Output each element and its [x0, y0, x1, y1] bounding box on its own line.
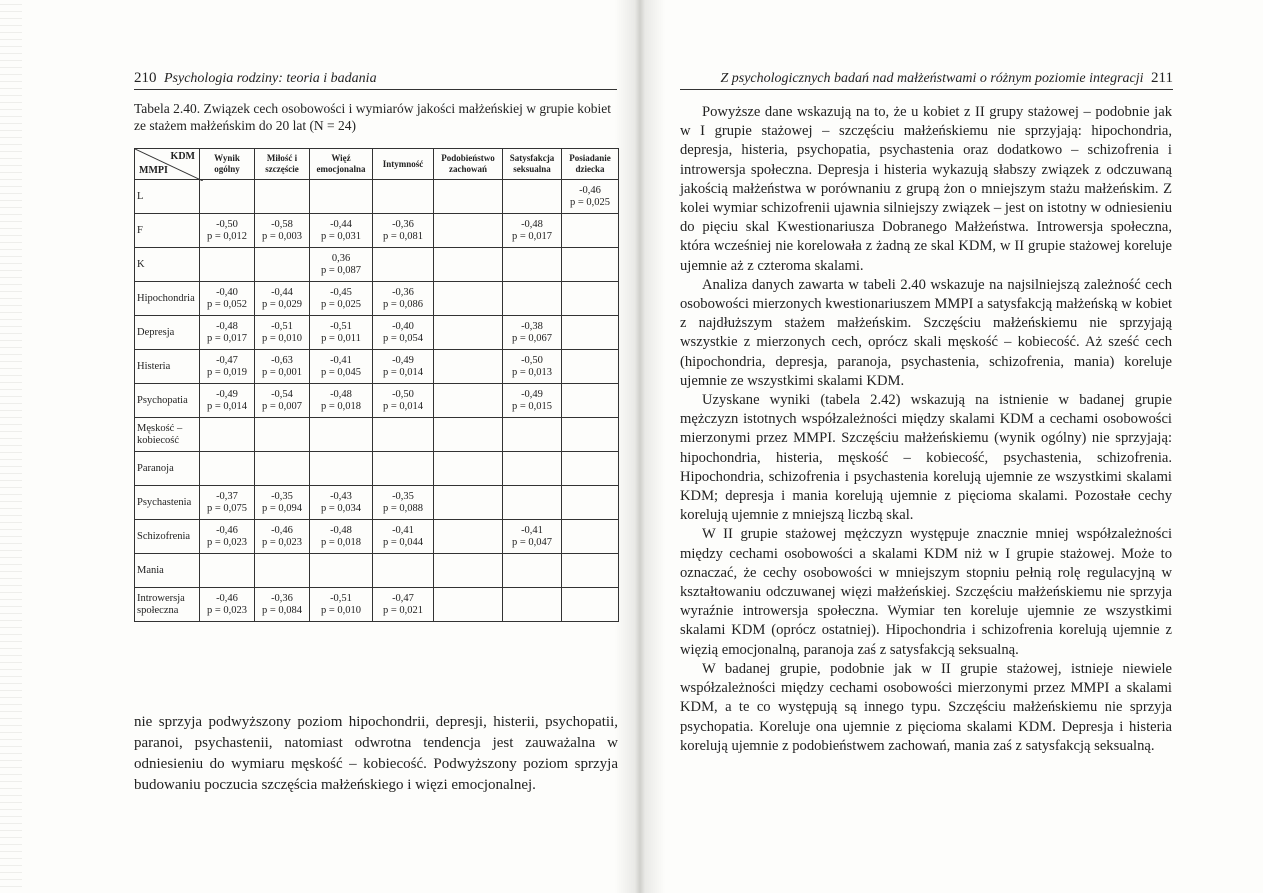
- table-cell: [503, 588, 562, 622]
- table-cell: [503, 520, 562, 554]
- table-cell: [255, 452, 310, 486]
- p-value: p = 0,023: [261, 536, 303, 548]
- table-cell: [503, 384, 562, 418]
- p-value: p = 0,017: [511, 230, 553, 242]
- correlation-value: -0,43: [330, 490, 352, 502]
- correlation-value: -0,36: [271, 592, 293, 604]
- p-value: p = 0,075: [206, 502, 248, 514]
- correlation-value: -0,37: [216, 490, 238, 502]
- p-value: p = 0,017: [206, 332, 248, 344]
- table-cell: [255, 486, 310, 520]
- p-value: p = 0,086: [382, 298, 424, 310]
- table-cell: [255, 350, 310, 384]
- column-header: Posiadanie dziecka: [562, 149, 619, 180]
- table-row: [135, 452, 619, 486]
- table-cell: [562, 180, 619, 214]
- table-row: [135, 282, 619, 316]
- column-header: Satysfakcja seksualna: [503, 149, 562, 180]
- table-cell: [434, 350, 503, 384]
- table-cell: [434, 452, 503, 486]
- table-cell: [562, 248, 619, 282]
- corner-kdm-label: KDM: [170, 151, 195, 162]
- correlation-value: -0,48: [330, 388, 352, 400]
- table-cell: [200, 350, 255, 384]
- table-cell: [503, 214, 562, 248]
- table-cell: [373, 452, 434, 486]
- correlation-value: -0,40: [392, 320, 414, 332]
- table-cell: [373, 248, 434, 282]
- table-cell: [255, 282, 310, 316]
- correlation-value: -0,45: [330, 286, 352, 298]
- correlation-value: -0,47: [392, 592, 414, 604]
- table-cell: [562, 554, 619, 588]
- p-value: p = 0,025: [320, 298, 362, 310]
- correlation-value: -0,51: [271, 320, 293, 332]
- row-label: Męskość – kobiecość: [135, 418, 200, 452]
- correlation-value: -0,41: [521, 524, 543, 536]
- correlation-value: -0,35: [392, 490, 414, 502]
- p-value: p = 0,023: [206, 604, 248, 616]
- correlation-value: -0,46: [579, 184, 601, 196]
- p-value: p = 0,081: [382, 230, 424, 242]
- paragraph: W badanej grupie, podobnie jak w II grupie stażowej, istnieje niewiele współzależności między cechami osobowości mierzonymi przez MMPI a skalami KDM, a te co występują są innego typu. Szczęściu małżeńskiemu nie sprzyja psychopatia. Koreluje ona ujemnie z pięcioma skalami KDM. Depresja i histeria korelują ujemnie z podobieństwem zachowań, mania zaś z satysfakcją seksualną.: [680, 660, 1172, 754]
- table-body: [135, 180, 619, 622]
- table-cell: [200, 588, 255, 622]
- table-cell: [310, 384, 373, 418]
- table-cell: [434, 520, 503, 554]
- p-value: p = 0,054: [382, 332, 424, 344]
- table-cell: [373, 282, 434, 316]
- p-value: p = 0,067: [511, 332, 553, 344]
- p-value: p = 0,044: [382, 536, 424, 548]
- correlation-value: -0,36: [392, 218, 414, 230]
- p-value: p = 0,015: [511, 400, 553, 412]
- correlation-value: -0,50: [216, 218, 238, 230]
- table-cell: [562, 486, 619, 520]
- table-cell: [255, 554, 310, 588]
- table-cell: [373, 384, 434, 418]
- table-cell: [310, 248, 373, 282]
- table-cell: [255, 588, 310, 622]
- table-row: [135, 418, 619, 452]
- table-cell: [503, 418, 562, 452]
- p-value: p = 0,001: [261, 366, 303, 378]
- table-cell: [434, 418, 503, 452]
- left-running-header: [134, 70, 617, 90]
- table-cell: [310, 520, 373, 554]
- table-cell: [562, 452, 619, 486]
- p-value: p = 0,025: [569, 196, 611, 208]
- p-value: p = 0,023: [206, 536, 248, 548]
- table-cell: [562, 384, 619, 418]
- table-cell: [310, 316, 373, 350]
- correlation-value: -0,49: [216, 388, 238, 400]
- p-value: p = 0,084: [261, 604, 303, 616]
- table-cell: [503, 350, 562, 384]
- correlation-value: -0,54: [271, 388, 293, 400]
- table-cell: [255, 418, 310, 452]
- correlation-value: -0,46: [216, 592, 238, 604]
- table-cell: [200, 384, 255, 418]
- table-cell: [310, 418, 373, 452]
- p-value: p = 0,018: [320, 400, 362, 412]
- table-cell: [503, 248, 562, 282]
- table-cell: [434, 214, 503, 248]
- p-value: p = 0,003: [261, 230, 303, 242]
- column-header: Intymność: [373, 149, 434, 180]
- row-label: Histeria: [135, 350, 200, 384]
- correlation-value: -0,51: [330, 320, 352, 332]
- table-cell: [434, 248, 503, 282]
- p-value: p = 0,031: [320, 230, 362, 242]
- correlation-value: -0,48: [330, 524, 352, 536]
- correlation-value: -0,35: [271, 490, 293, 502]
- table-cell: [310, 452, 373, 486]
- table-cell: [310, 350, 373, 384]
- p-value: p = 0,088: [382, 502, 424, 514]
- table-cell: [255, 180, 310, 214]
- p-value: p = 0,011: [321, 332, 361, 344]
- table-cell: [562, 316, 619, 350]
- table-row: [135, 180, 619, 214]
- paragraph: Analiza danych zawarta w tabeli 2.40 wskazuje na najsilniejszą zależność cech osobowości mierzonych kwestionariuszem MMPI a satysfakcją małżeńską w kobiet z najdłuższym stażem małżeńskim. Szczęściu małżeńskiemu nie sprzyjają wszystkie z mierzonych cech, oprócz skali męskość – kobiecość. Aż sześć cech (hipochondria, depresja, paranoja, psychastenia, schizofrenia, mania) koreluje ujemnie ze wszystkimi skalami KDM.: [680, 276, 1172, 389]
- p-value: p = 0,034: [320, 502, 362, 514]
- correlation-value: -0,41: [330, 354, 352, 366]
- table-cell: [434, 180, 503, 214]
- table-cell: [434, 282, 503, 316]
- table-row: [135, 384, 619, 418]
- correlation-value: -0,46: [216, 524, 238, 536]
- p-value: p = 0,087: [320, 264, 362, 276]
- table-cell: [310, 282, 373, 316]
- table-cell: [503, 282, 562, 316]
- p-value: p = 0,010: [320, 604, 362, 616]
- row-label: Depresja: [135, 316, 200, 350]
- p-value: p = 0,014: [382, 366, 424, 378]
- table-cell: [310, 554, 373, 588]
- p-value: p = 0,094: [261, 502, 303, 514]
- table-row: [135, 486, 619, 520]
- table-cell: [255, 316, 310, 350]
- right-running-header: [680, 70, 1173, 90]
- left-bottom-paragraph: nie sprzyja podwyższony poziom hipochondrii, depresji, histerii, psychopatii, paranoi, psychastenii, natomiast odwrotna tendencja jest zauważalna w odniesieniu do wymiaru męskość – kobiecość. Podwyższony poziom sprzyja budowaniu poczucia szczęścia małżeńskiego i więzi emocjonalnej.: [134, 714, 618, 793]
- table-cell: [200, 316, 255, 350]
- table-row: [135, 316, 619, 350]
- correlation-value: -0,51: [330, 592, 352, 604]
- p-value: p = 0,012: [206, 230, 248, 242]
- p-value: p = 0,021: [382, 604, 424, 616]
- table-cell: [434, 384, 503, 418]
- correlation-value: -0,49: [392, 354, 414, 366]
- table-cell: [373, 554, 434, 588]
- page-number-right: 211: [1151, 70, 1173, 86]
- row-label: L: [135, 180, 200, 214]
- table-cell: [200, 486, 255, 520]
- table-row: [135, 520, 619, 554]
- correlation-value: -0,48: [216, 320, 238, 332]
- corner-cell: [135, 149, 200, 180]
- paragraph: Uzyskane wyniki (tabela 2.42) wskazują na istnienie w badanej grupie mężczyzn istotnych współzależności między skalami KDM a cechami osobowości mierzonymi przez MMPI. Szczęściu małżeńskiemu (wynik ogólny) nie sprzyjają: hipochondria, histeria, męskość – kobiecość, psychastenia, schizofrenia. Hipochondria, schizofrenia i psychastenia korelują ujemnie ze wszystkimi skalami KDM; depresja i mania korelują ujemnie z pięcioma skalami. Pozostałe cechy korelują ujemnie z mniejszą liczbą skal.: [680, 392, 1172, 524]
- table-cell: [255, 384, 310, 418]
- correlation-value: -0,46: [271, 524, 293, 536]
- table-cell: [373, 350, 434, 384]
- column-header: Miłość i szczęście: [255, 149, 310, 180]
- table-cell: [562, 520, 619, 554]
- row-label: Introwersja społeczna: [135, 588, 200, 622]
- correlation-value: -0,48: [521, 218, 543, 230]
- table-cell: [200, 180, 255, 214]
- table-cell: [562, 418, 619, 452]
- p-value: p = 0,019: [206, 366, 248, 378]
- table-cell: [200, 214, 255, 248]
- correlation-value: -0,58: [271, 218, 293, 230]
- p-value: p = 0,007: [261, 400, 303, 412]
- table-caption: Tabela 2.40. Związek cech osobowości i wymiarów jakości małżeńskiej w grupie kobiet ze stażem małżeńskim do 20 lat (N = 24): [134, 101, 612, 133]
- p-value: p = 0,018: [320, 536, 362, 548]
- table-cell: [373, 486, 434, 520]
- correlation-value: -0,38: [521, 320, 543, 332]
- table-cell: [200, 418, 255, 452]
- table-cell: [310, 588, 373, 622]
- correlation-value: -0,36: [392, 286, 414, 298]
- correlation-value: -0,44: [330, 218, 352, 230]
- table-row: [135, 248, 619, 282]
- correlation-value: 0,36: [331, 252, 351, 264]
- table-cell: [200, 248, 255, 282]
- p-value: p = 0,045: [320, 366, 362, 378]
- table-cell: [562, 214, 619, 248]
- row-label: Schizofrenia: [135, 520, 200, 554]
- corner-mmpi-label: MMPI: [139, 165, 168, 176]
- table-cell: [373, 418, 434, 452]
- table-cell: [503, 180, 562, 214]
- table-cell: [434, 588, 503, 622]
- correlation-value: -0,40: [216, 286, 238, 298]
- correlation-value: -0,44: [271, 286, 293, 298]
- p-value: p = 0,052: [206, 298, 248, 310]
- p-value: p = 0,029: [261, 298, 303, 310]
- p-value: p = 0,010: [261, 332, 303, 344]
- table-cell: [310, 214, 373, 248]
- table-cell: [310, 180, 373, 214]
- table-cell: [373, 316, 434, 350]
- table-row: [135, 214, 619, 248]
- row-label: Paranoja: [135, 452, 200, 486]
- correlation-value: -0,49: [521, 388, 543, 400]
- table-cell: [434, 486, 503, 520]
- correlation-value: -0,47: [216, 354, 238, 366]
- row-label: F: [135, 214, 200, 248]
- table-cell: [562, 282, 619, 316]
- table-cell: [200, 520, 255, 554]
- table-cell: [373, 180, 434, 214]
- table-cell: [503, 486, 562, 520]
- p-value: p = 0,047: [511, 536, 553, 548]
- paragraph: W II grupie stażowej mężczyzn występuje znacznie mniej współzależności między cechami osobowości a skalami KDM niż w I grupie stażowej. Może to oznaczać, że cechy osobowości w mniejszym stopniu pełnią rolę regulacyjną w kształtowaniu odczuwanej więzi małżeńskiej. Szczęściu małżeńskiemu nie sprzyja wyraźnie introwersja społeczna. Wymiar ten koreluje ujemnie ze wszystkimi skalami KDM (oprócz ostatniej). Hipochondria i schizofrenia korelują ujemnie z więzią emocjonalną, paranoja zaś z satysfakcją seksualną.: [680, 526, 1172, 658]
- table-cell: [200, 452, 255, 486]
- p-value: p = 0,014: [382, 400, 424, 412]
- p-value: p = 0,014: [206, 400, 248, 412]
- paragraph: Powyższe dane wskazują na to, że u kobiet z II grupy stażowej – podobnie jak w I grupie stażowej – szczęściu małżeńskiemu nie sprzyjają: hipochondria, depresja, histeria, psychopatia, psychastenia oraz dodatkowo – schizofrenia i introwersja społeczna. Depresja i histeria wykazują słabszy związek z odczuwaną jakością małżeństwa w porównaniu z grupą żon o mniejszym stażu małżeńskim. Z kolei wymiar schizofrenii ujawnia silniejszy związek – jest on istotny w odniesieniu do pięciu skal Kwestionariusza Dobranego Małżeństwa. Introwersja społeczna, która wcześniej nie korelowała z żadną ze skal KDM, w II grupie stażowej koreluje ujemnie aż z czteroma skalami.: [680, 104, 1172, 274]
- table-row: [135, 554, 619, 588]
- running-title-left: Psychologia rodziny: teoria i badania: [164, 71, 377, 86]
- table-cell: [255, 520, 310, 554]
- table-row: [135, 350, 619, 384]
- running-title-right: Z psychologicznych badań nad małżeństwami o różnym poziomie integracji: [720, 71, 1144, 86]
- table-cell: [200, 554, 255, 588]
- row-label: Psychopatia: [135, 384, 200, 418]
- table-cell: [562, 350, 619, 384]
- table-cell: [373, 588, 434, 622]
- table-cell: [503, 452, 562, 486]
- table-cell: [434, 316, 503, 350]
- table-cell: [373, 520, 434, 554]
- table-header-row: [135, 149, 619, 180]
- column-header: Więź emocjonalna: [310, 149, 373, 180]
- column-header: Wynik ogólny: [200, 149, 255, 180]
- table-row: [135, 588, 619, 622]
- correlation-value: -0,41: [392, 524, 414, 536]
- correlation-value: -0,63: [271, 354, 293, 366]
- table-cell: [373, 214, 434, 248]
- column-header: Podobieństwo zachowań: [434, 149, 503, 180]
- table-cell: [255, 248, 310, 282]
- page-number-left: 210: [134, 70, 157, 86]
- table-cell: [562, 588, 619, 622]
- right-body-text: [680, 103, 1172, 756]
- correlation-value: -0,50: [521, 354, 543, 366]
- correlation-value: -0,50: [392, 388, 414, 400]
- row-label: Psychastenia: [135, 486, 200, 520]
- table-cell: [434, 554, 503, 588]
- table-cell: [200, 282, 255, 316]
- p-value: p = 0,013: [511, 366, 553, 378]
- table-cell: [255, 214, 310, 248]
- correlation-table: [134, 148, 619, 622]
- table-cell: [310, 486, 373, 520]
- table-cell: [503, 316, 562, 350]
- table-cell: [503, 554, 562, 588]
- row-label: Hipochondria: [135, 282, 200, 316]
- row-label: Mania: [135, 554, 200, 588]
- row-label: K: [135, 248, 200, 282]
